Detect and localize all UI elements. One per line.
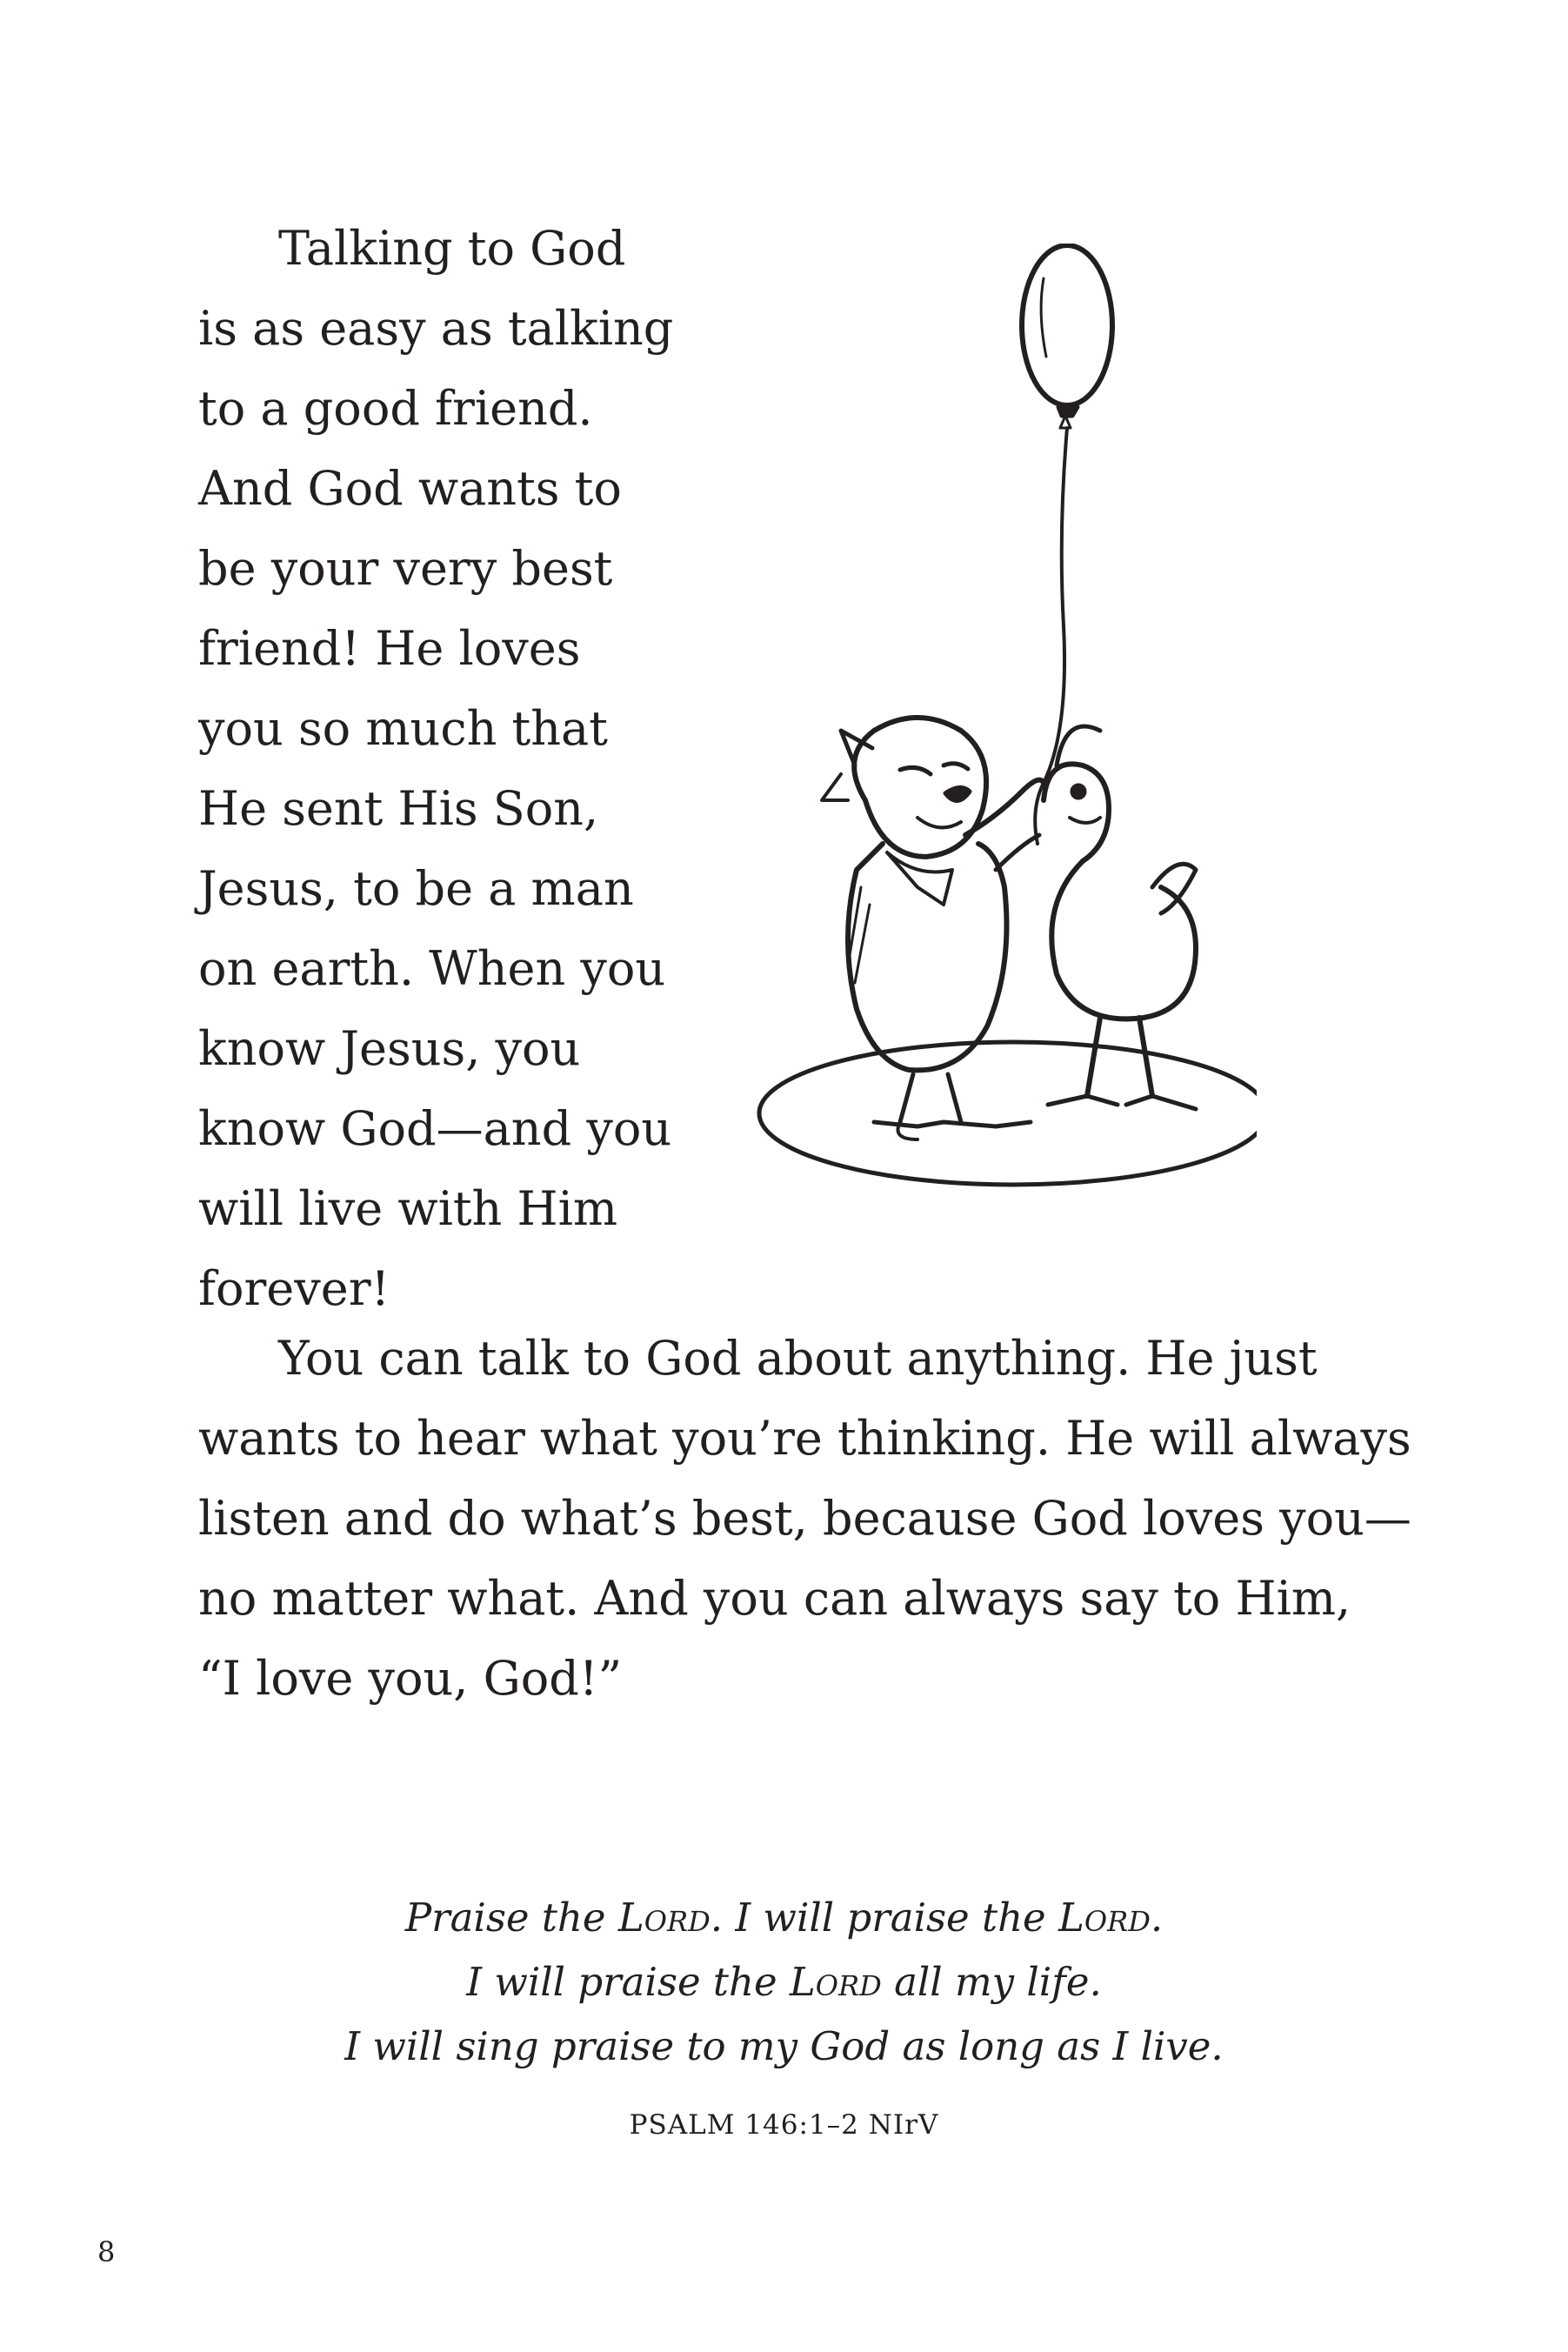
text-line: no matter what. And you can always say to Him,: [198, 1571, 1351, 1626]
text-line: listen and do what’s best, because God loves you—: [198, 1491, 1411, 1546]
text-line: You can talk to God about anything. He just: [278, 1331, 1318, 1386]
verse-line: [0, 1950, 1568, 2015]
page-number: 8: [97, 2235, 116, 2268]
verse-text: I will praise the: [466, 1959, 790, 2005]
text-line: to a good friend.: [198, 381, 593, 436]
text-line: know God—and you: [198, 1101, 672, 1156]
text-line: Talking to God: [278, 221, 626, 276]
verse-line: I will sing praise to my God as long as I live.: [344, 2023, 1224, 2069]
balloon-icon: [1022, 245, 1112, 844]
verse-text: Praise the: [404, 1894, 618, 1941]
verse-lord: Lord: [617, 1894, 711, 1941]
verse-lord: Lord: [789, 1959, 882, 2005]
text-line: you so much that: [198, 701, 608, 756]
text-line: be your very best: [198, 541, 613, 596]
verse-text: . I will praise the: [710, 1894, 1058, 1941]
owl-and-bird-balloon-illustration: [744, 244, 1257, 1209]
ground-shadow: [759, 1042, 1257, 1185]
text-line: will live with Him: [198, 1181, 618, 1236]
wrapped-paragraph: [198, 209, 685, 1329]
text-line: And God wants to: [198, 461, 622, 516]
text-line: He sent His Son,: [198, 781, 599, 836]
verse-lord: Lord: [1058, 1894, 1151, 1941]
text-line: know Jesus, you: [198, 1021, 581, 1076]
text-line: on earth. When you: [198, 941, 666, 996]
text-line: is as easy as talking: [198, 301, 674, 356]
verse-line: [0, 1886, 1568, 1950]
text-line: friend! He loves: [198, 621, 581, 676]
text-line: “I love you, God!”: [198, 1651, 623, 1706]
text-line: wants to hear what you’re thinking. He will always: [198, 1411, 1411, 1466]
full-width-paragraph: [198, 1319, 1411, 1719]
owl-icon: [822, 718, 1044, 1139]
bird-icon: [1044, 726, 1196, 1109]
verse-text: .: [1150, 1894, 1164, 1941]
text-line: forever!: [198, 1261, 390, 1316]
verse-text: all my life.: [881, 1959, 1102, 2005]
scripture-verse: [0, 1886, 1568, 2079]
text-line: Jesus, to be a man: [198, 861, 634, 916]
verse-citation: PSALM 146:1–2 NIrV: [629, 2109, 939, 2141]
